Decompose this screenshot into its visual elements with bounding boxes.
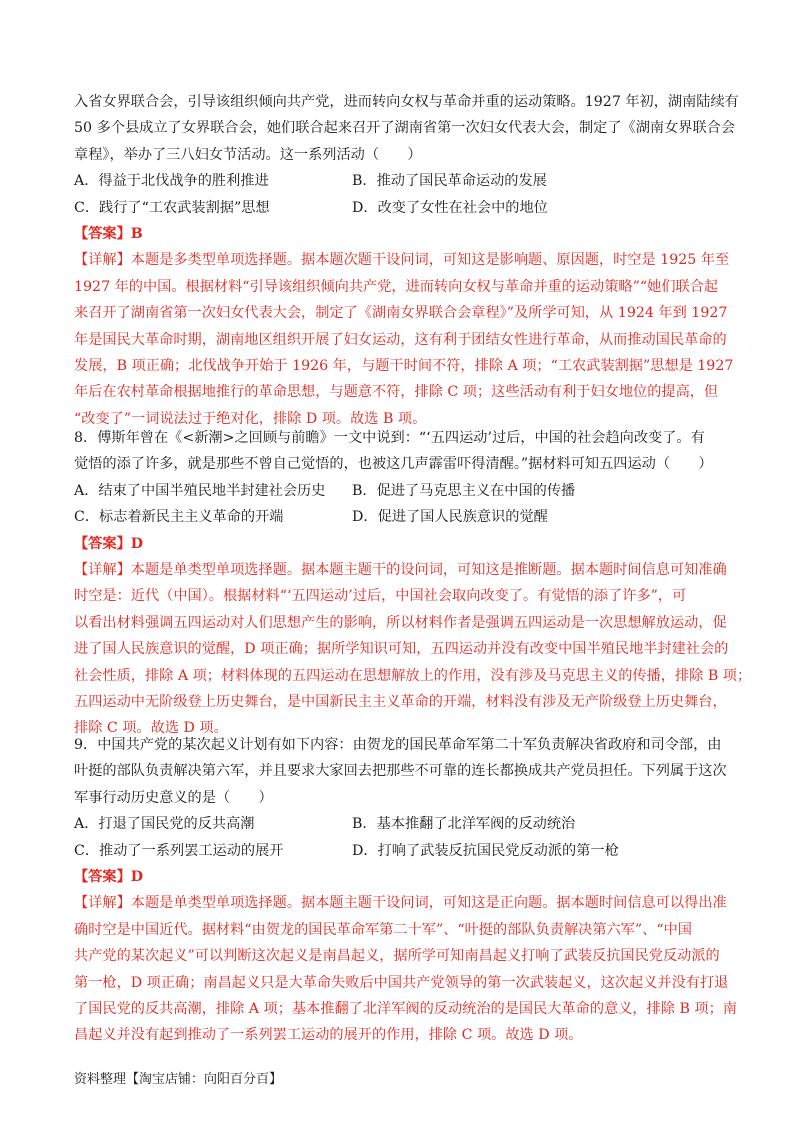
answer-label: 【答案】B	[74, 226, 143, 243]
detail-line: 【详解】本题是单类型单项选择题。据本题主题干的设问词，可知这是推断题。据本题时间信息可知准确	[74, 562, 727, 579]
option-row	[74, 838, 737, 864]
page-footer: 资料整理【淘宝店铺：向阳百分百】	[74, 1072, 283, 1087]
detail-line: 进了国人民族意识的觉醒，D 项正确；据所学知识可知，五四运动并没有改变中国半殖民地半封建社会的	[74, 641, 729, 658]
detail-line: 第一枪，D 项正确；南昌起义只是大革命失败后中国共产党领导的第一次武装起义，这次起义并没有打退	[74, 974, 729, 991]
stem-line: 章程》，举办了三八妇女节活动。这一系列活动（ ）	[74, 146, 422, 163]
detail-line: 【详解】本题是单类型单项选择题。据本题主题干设问词，可知这是正向题。据本题时间信息可以得出准	[74, 895, 727, 912]
option-b: B．推动了国民革命运动的发展	[352, 173, 547, 190]
stem-line: 军事行动历史意义的是（ ）	[74, 789, 273, 806]
detail-line: 五四运动中无阶级登上历史舞台，是中国新民主主义革命的开端，材料没有涉及无产阶级登上历史舞台，	[74, 694, 727, 711]
detail-line: 社会性质，排除 A 项；材料体现的五四运动在思想解放上的作用，没有涉及马克思主义的传播，排除 B 项；	[74, 667, 752, 684]
option-d: D．打响了武装反抗国民党反动派的第一枪	[352, 842, 619, 859]
option-b: B．基本推翻了北洋军阀的反动统治	[352, 816, 576, 833]
option-c: C．践行了“工农武装割据”思想	[74, 199, 270, 216]
option-a: A．打退了国民党的反共高潮	[74, 816, 255, 833]
option-row	[74, 478, 751, 504]
question-9-block	[74, 732, 737, 1049]
detail-line: 共产党的某次起义”可以判断这次起义是南昌起义，据所学可知南昌起义打响了武装反抗国民党反动派的	[74, 948, 720, 965]
detail-line: 了国民党的反共高潮，排除 A 项；基本推翻了北洋军阀的反动统治的是国民大革命的意义，排除 B 项；南	[74, 1001, 737, 1018]
stem-line: 8．傅斯年曾在《<新潮>之回顾与前瞻》一文中说到：“‘五四运动’过后，中国的社会趋向改变了。有	[74, 430, 705, 446]
option-row	[74, 195, 739, 221]
answer-label: 【答案】D	[74, 535, 144, 552]
detail-line: 以看出材料强调五四运动对人们思想产生的影响，所以材料作者是强调五四运动是一次思想解放运动，促	[74, 614, 727, 631]
question-7-block	[74, 89, 739, 432]
stem-line: 9．中国共产党的某次起义计划有如下内容：由贺龙的国民革命军第二十军负责解决省政府和司令部，由	[74, 737, 722, 753]
detail-line: 1927 年的中国。根据材料“引导该组织倾向共产党，进而转向女权与革命并重的运动策略”“她们联合起	[74, 278, 719, 295]
option-a: A．结束了中国半殖民地半封建社会历史	[74, 482, 326, 499]
detail-line: 昌起义并没有起到推动了一系列罢工运动的展开的作用，排除 C 项。故选 D 项。	[74, 1027, 583, 1044]
option-row	[74, 811, 737, 837]
stem-line: 叶挺的部队负责解决第六军，并且要求大家回去把那些不可靠的连长都换成共产党员担任。下列属于这次	[74, 763, 727, 780]
option-row	[74, 504, 751, 530]
detail-line: 年是国民大革命时期，湖南地区组织开展了妇女运动，这有利于团结女性进行革命，从而推动国民革命的	[74, 331, 727, 348]
option-c: C．推动了一系列罢工运动的展开	[74, 842, 284, 859]
detail-line: “改变了”一词说法过于绝对化，排除 D 项。故选 B 项。	[74, 410, 427, 427]
question-8-block	[74, 425, 751, 742]
detail-line: 时空是：近代（中国）。根据材料“‘五四运动’过后，中国社会取向改变了。有觉悟的添了许多”，可	[74, 588, 687, 605]
detail-line: 确时空是中国近代。据材料“由贺龙的国民革命军第二十军”、“叶挺的部队负责解决第六军”、“中国	[74, 921, 692, 938]
option-d: D．促进了国人民族意识的觉醒	[352, 509, 548, 526]
answer-label: 【答案】D	[74, 869, 144, 886]
stem-line: 50 多个县成立了女界联合会，她们联合起来召开了湖南省第一次妇女代表大会，制定了《湖南女界联合会	[74, 120, 736, 137]
option-b: B．促进了马克思主义在中国的传播	[352, 482, 576, 499]
stem-line: 入省女界联合会，引导该组织倾向共产党，进而转向女权与革命并重的运动策略。1927 年初，湖南陆续有	[74, 94, 739, 110]
detail-line: 排除 C 项。故选 D 项。	[74, 720, 228, 737]
option-a: A．得益于北伐战争的胜利推进	[74, 173, 269, 190]
detail-line: 发展，B 项正确；北伐战争开始于 1926 年，与题干时间不符，排除 A 项；“工农武装割据”思想是 1927	[74, 358, 734, 375]
stem-line: 觉悟的添了许多，就是那些不曾自己觉悟的，也被这几声霹雷吓得清醒。”据材料可知五四运动（ ）	[74, 456, 713, 473]
detail-line: 年后在农村革命根据地推行的革命思想，与题意不符，排除 C 项；这些活动有利于妇女地位的提高，但	[74, 384, 719, 401]
option-d: D．改变了女性在社会中的地位	[352, 199, 548, 216]
detail-line: 来召开了湖南省第一次妇女代表大会，制定了《湖南女界联合会章程》”及所学可知，从 1924 年到 1927	[74, 305, 728, 322]
option-c: C．标志着新民主主义革命的开端	[74, 509, 284, 526]
option-row	[74, 168, 739, 194]
detail-line: 【详解】本题是多类型单项选择题。据本题次题干设问词，可知这是影响题、原因题，时空是 1925 年至	[74, 252, 730, 269]
